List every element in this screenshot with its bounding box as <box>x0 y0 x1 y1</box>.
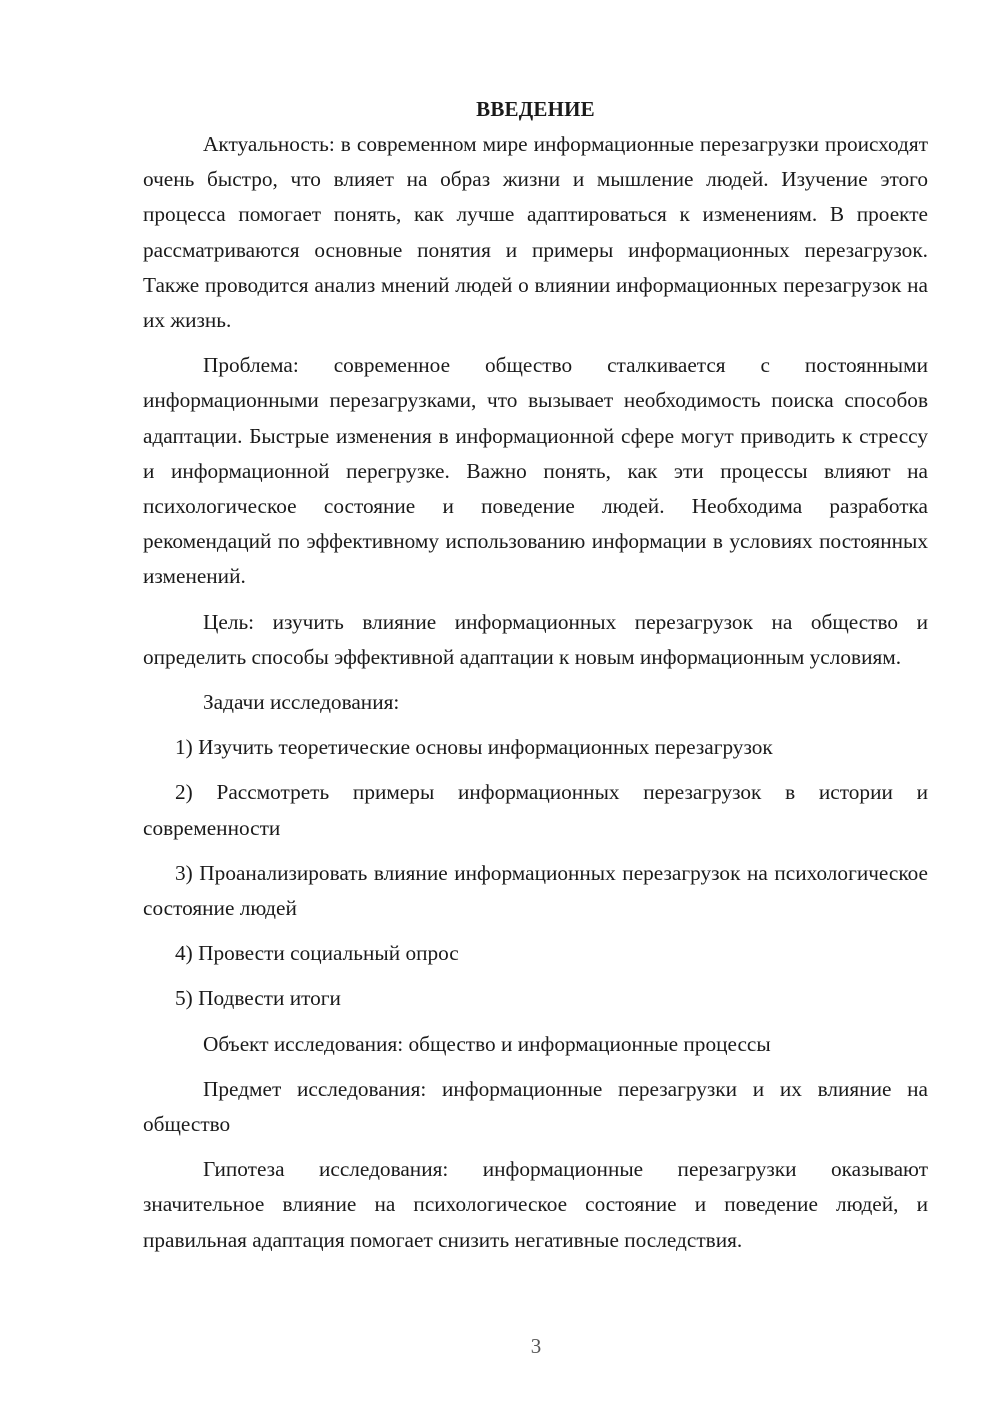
task-item: 2) Рассмотреть примеры информационных перезагрузок в истории и современности <box>143 780 928 840</box>
paragraph-hypothesis: Гипотеза исследования: информационные перезагрузки оказывают значительное влияние на психологическое состояние и поведение людей, и правильная адаптация помогает снизить негативные последствия. <box>143 1157 928 1252</box>
paragraph-object: Объект исследования: общество и информационные процессы <box>203 1031 771 1056</box>
paragraph-goal: Цель: изучить влияние информационных перезагрузок на общество и определить способы эффективной адаптации к новым информационным условиям. <box>143 609 928 669</box>
task-item: 4) Провести социальный опрос <box>175 941 459 966</box>
task-item: 1) Изучить теоретические основы информационных перезагрузок <box>175 735 773 760</box>
paragraph-relevance: Актуальность: в современном мире информационные перезагрузки происходят очень быстро, что влияет на образ жизни и мышление людей. Изучение этого процесса помогает понять, как лучше адаптироваться к изменениям. В проекте рассматриваются основные понятия и примеры информационных перезагрузок. Также проводится анализ мнений людей о влиянии информационных перезагрузок на их жизнь. <box>143 132 928 333</box>
document-page <box>143 92 928 1258</box>
paragraph-subject: Предмет исследования: информационные перезагрузки и их влияние на общество <box>143 1076 928 1137</box>
page-number: 3 <box>530 1334 542 1358</box>
page-title: ВВЕДЕНИЕ <box>476 97 595 121</box>
task-item: 3) Проанализировать влияние информационных перезагрузок на психологическое состояние людей <box>143 860 928 921</box>
task-item: 5) Подвести итоги <box>175 986 341 1011</box>
paragraph-problem: Проблема: современное общество сталкивается с постоянными информационными перезагрузками, что вызывает необходимость поиска способов адаптации. Быстрые изменения в информационной сфере могут приводить к стрессу и информационной перегрузке. Важно понять, как эти процессы влияют на психологическое состояние и поведение людей. Необходима разработка рекомендаций по эффективному использованию информации в условиях постоянных изменений. <box>143 353 928 589</box>
tasks-heading: Задачи исследования: <box>203 690 400 715</box>
